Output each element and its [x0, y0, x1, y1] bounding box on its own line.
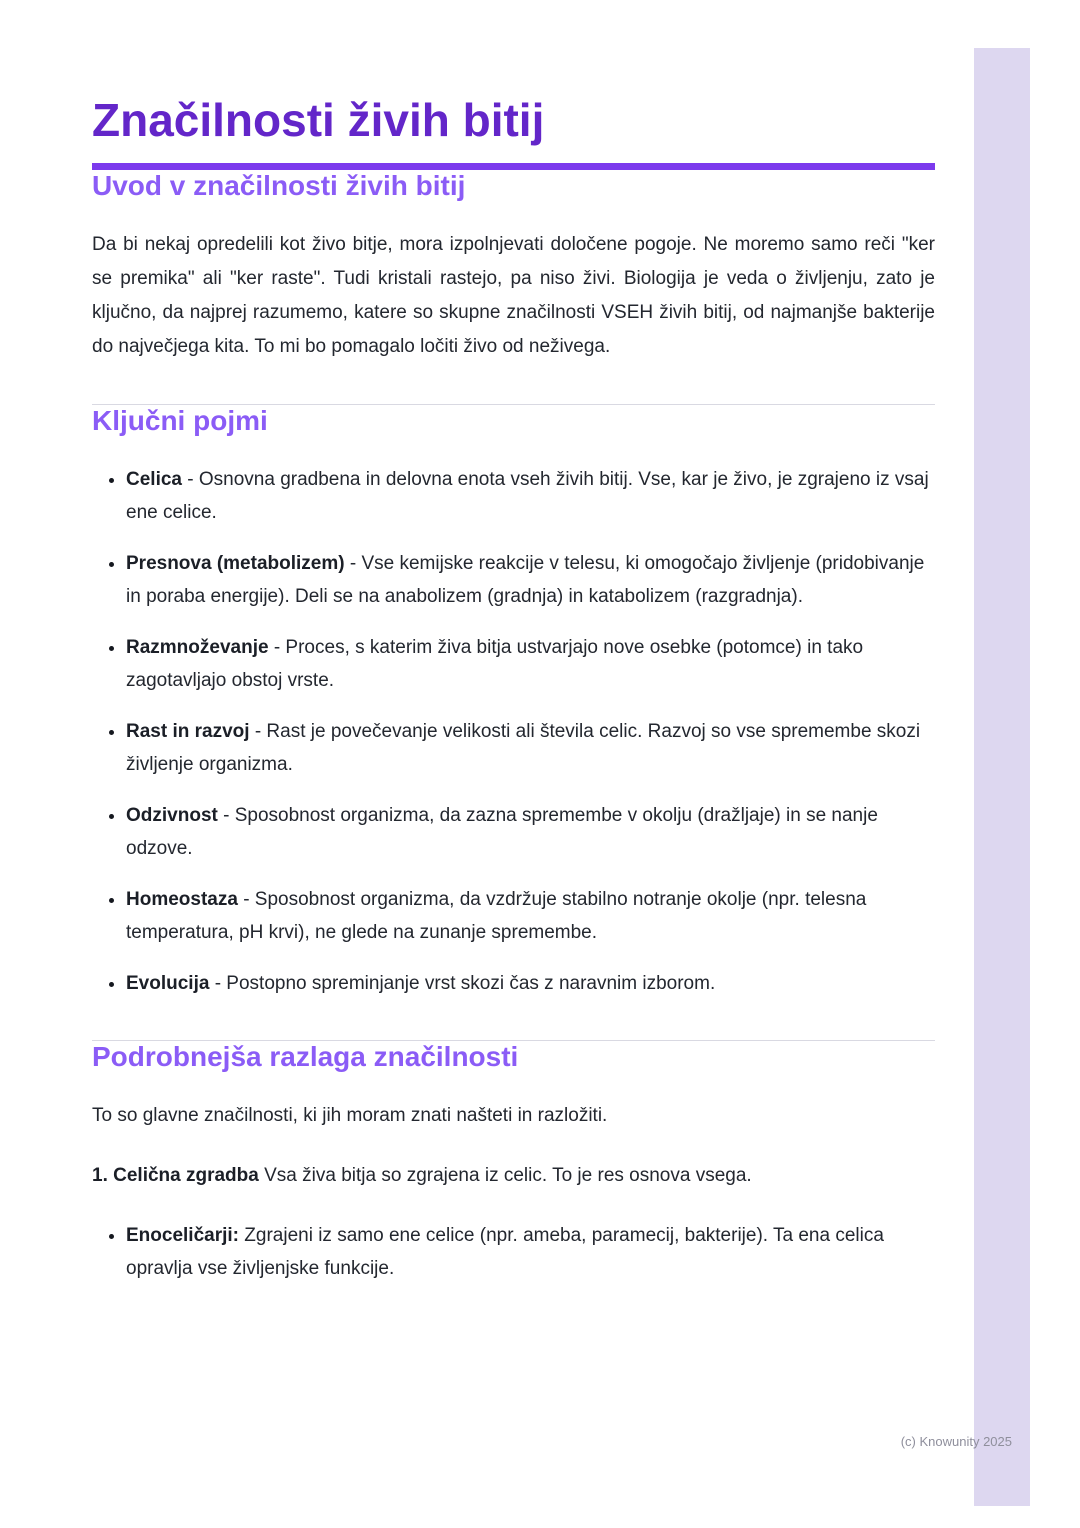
section-heading-podrobnejsa-razlaga: Podrobnejša razlaga značilnosti — [92, 1040, 519, 1072]
term-definition: - Osnovna gradbena in delovna enota vseh živih bitij. Vse, kar je živo, je zgrajeno iz vsaj ene celice. — [126, 468, 929, 523]
section-heading-uvod: Uvod v značilnosti živih bitij — [92, 169, 466, 201]
term-enocelicarji: Enoceličarji: — [126, 1224, 239, 1246]
term-definition: - Sposobnost organizma, da zazna spremembe v okolju (dražljaje) in se nanje odzove. — [126, 804, 878, 859]
numbered-point-1 — [92, 1159, 935, 1193]
section-intro-paragraph: To so glavne značilnosti, ki jih moram znati našteti in razložiti. — [92, 1104, 608, 1126]
list-item — [126, 463, 935, 529]
term-odzivnost: Odzivnost — [126, 804, 218, 826]
term-definition: - Proces, s katerim živa bitja ustvarjajo nove osebke (potomce) in tako zagotavljajo obstoj vrste. — [126, 636, 864, 691]
numbered-point-text: Vsa živa bitja so zgrajena iz celic. To je res osnova vsega. — [258, 1164, 752, 1186]
term-definition: - Rast je povečevanje velikosti ali števila celic. Razvoj so vse spremembe skozi življenje organizma. — [126, 720, 921, 775]
term-presnova: Presnova (metabolizem) — [126, 552, 345, 574]
term-definition: - Postopno spreminjanje vrst skozi čas z naravnim izborom. — [209, 972, 716, 994]
list-item — [126, 799, 935, 865]
intro-paragraph: Da bi nekaj opredelili kot živo bitje, mora izpolnjevati določene pogoje. Ne moremo samo reči "ker se premika" ali "ker raste". Tudi kristali rastejo, pa niso živi. Biologija je veda o življenju, zato je ključno, da najprej razumemo, katere so skupne značilnosti VSEH živih bitij, od najmanjše bakterije do največjega kita. To mi bo pomagalo ločiti živo od neživega. — [92, 233, 935, 357]
term-evolucija: Evolucija — [126, 972, 210, 994]
term-definition: Zgrajeni iz samo ene celice (npr. ameba, paramecij, bakterije). Ta ena celica opravlja vse življenjske funkcije. — [126, 1224, 884, 1279]
list-item — [126, 967, 935, 1000]
term-rast-in-razvoj: Rast in razvoj — [126, 720, 250, 742]
title-underline-rule — [92, 163, 935, 170]
term-definition: - Vse kemijske reakcije v telesu, ki omogočajo življenje (pridobivanje in poraba energije). Deli se na anabolizem (gradnja) in katabolizem (razgradnja). — [126, 552, 925, 607]
list-item — [126, 547, 935, 613]
side-accent-bar — [974, 48, 1030, 1506]
term-homeostaza: Homeostaza — [126, 888, 238, 910]
term-razmnozevanje: Razmnoževanje — [126, 636, 269, 658]
list-item — [126, 883, 935, 949]
list-item — [126, 1219, 935, 1285]
numbered-point-term: 1. Celična zgradba — [92, 1164, 259, 1186]
page-title: Značilnosti živih bitij — [92, 94, 545, 146]
detail-list — [92, 1219, 935, 1285]
document-page — [92, 0, 935, 1303]
term-definition: - Sposobnost organizma, da vzdržuje stabilno notranje okolje (npr. telesna temperatura, pH krvi), ne glede na zunanje spremembe. — [126, 888, 867, 943]
section-heading-kljucni-pojmi: Ključni pojmi — [92, 404, 268, 436]
key-terms-list — [92, 463, 935, 1000]
term-celica: Celica — [126, 468, 182, 490]
list-item — [126, 631, 935, 697]
copyright-credit: (c) Knowunity 2025 — [900, 1434, 1012, 1449]
list-item — [126, 715, 935, 781]
